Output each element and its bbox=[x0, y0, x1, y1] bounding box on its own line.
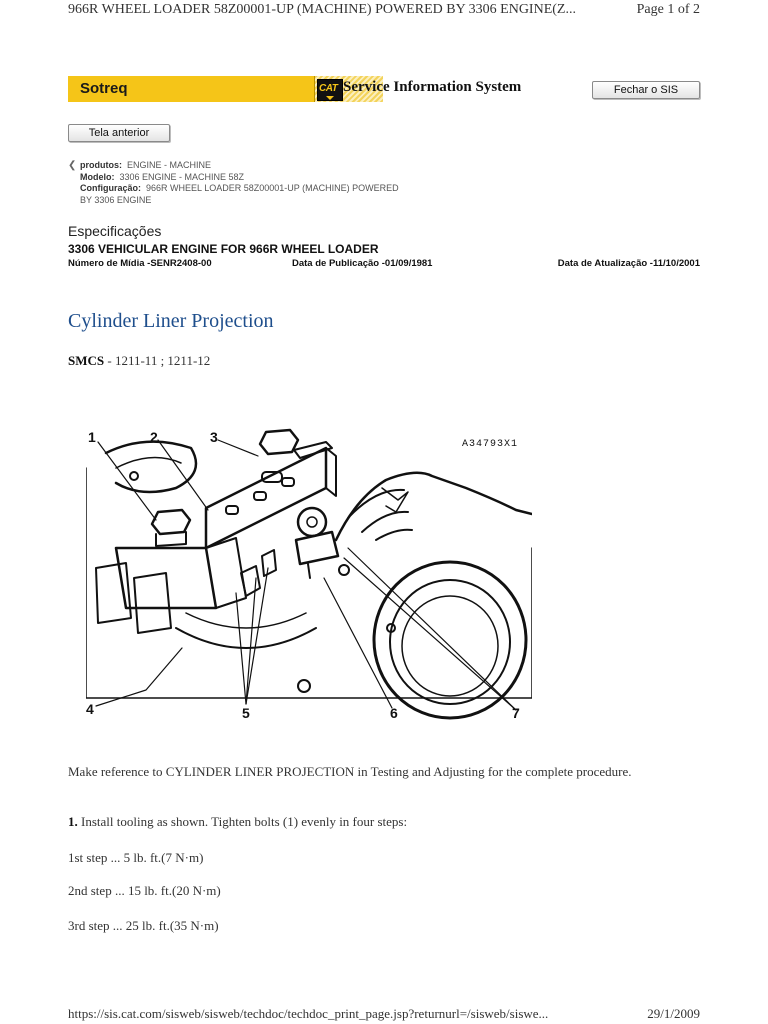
breadcrumb-configuration[interactable] bbox=[80, 183, 468, 195]
breadcrumb-model[interactable] bbox=[80, 172, 468, 184]
torque-step-3: 3rd step ... 25 lb. ft.(35 N·m) bbox=[68, 918, 219, 933]
products-value: ENGINE - MACHINE bbox=[127, 160, 212, 170]
breadcrumb-configuration-cont bbox=[80, 195, 468, 207]
publication-date: Data de Publicação -01/09/1981 bbox=[292, 258, 433, 269]
smcs-label: SMCS bbox=[68, 353, 105, 368]
step-1-number: 1. bbox=[68, 814, 78, 829]
configuration-value: 966R WHEEL LOADER 58Z00001-UP (MACHINE) POWERED bbox=[146, 183, 399, 193]
sotreq-brand bbox=[68, 76, 315, 102]
torque-step-2: 2nd step ... 15 lb. ft.(20 N·m) bbox=[68, 883, 221, 898]
smcs-codes bbox=[68, 353, 210, 369]
back-chevron-icon[interactable]: ❮ bbox=[68, 160, 77, 171]
callout-3: 3 bbox=[210, 429, 218, 445]
model-value: 3306 ENGINE - MACHINE 58Z bbox=[119, 171, 245, 182]
callout-4: 4 bbox=[86, 701, 94, 717]
callout-5: 5 bbox=[242, 705, 250, 721]
sotreq-logo-text: Sotreq bbox=[80, 80, 128, 97]
breadcrumb-products[interactable] bbox=[80, 160, 468, 172]
step-1-text: Install tooling as shown. Tighten bolts (1) evenly in four steps: bbox=[77, 814, 408, 829]
print-header bbox=[0, 0, 768, 22]
print-footer bbox=[0, 1006, 768, 1024]
callout-2: 2 bbox=[150, 429, 158, 445]
breadcrumb bbox=[68, 160, 468, 206]
cat-logo-icon bbox=[317, 79, 343, 101]
cat-logo-text: CAT bbox=[319, 83, 338, 94]
configuration-label: Configuração: bbox=[80, 183, 142, 193]
print-footer-url: https://sis.cat.com/sisweb/sisweb/techdoc/techdoc_print_page.jsp?returnurl=/sisweb/siswe... bbox=[68, 1006, 549, 1021]
smcs-value: - 1211-11 ; 1211-12 bbox=[104, 353, 211, 368]
torque-step-1: 1st step ... 5 lb. ft.(7 N·m) bbox=[68, 850, 204, 865]
close-sis-button[interactable]: Fechar o SIS bbox=[592, 81, 700, 99]
illustration-id: A34793X1 bbox=[462, 439, 519, 450]
callout-6: 6 bbox=[390, 705, 398, 721]
products-label: produtos: bbox=[80, 160, 122, 170]
print-footer-date: 29/1/2009 bbox=[647, 1006, 700, 1021]
sis-title: Service Information System bbox=[343, 79, 522, 95]
specifications-heading: Especificações bbox=[68, 223, 162, 239]
model-label: Modelo: bbox=[80, 171, 115, 182]
previous-screen-button[interactable]: Tela anterior bbox=[68, 124, 170, 142]
print-header-page-number: Page 1 of 2 bbox=[636, 2, 700, 17]
configuration-value-line2: BY 3306 ENGINE bbox=[80, 194, 152, 205]
engine-subtitle: 3306 VEHICULAR ENGINE FOR 966R WHEEL LOADER bbox=[68, 242, 379, 256]
update-date: Data de Atualização -11/10/2001 bbox=[557, 258, 700, 269]
step-1-instruction bbox=[68, 814, 407, 830]
callout-1: 1 bbox=[88, 429, 96, 445]
reference-paragraph: Make reference to CYLINDER LINER PROJECTION in Testing and Adjusting for the complete procedure. bbox=[68, 764, 632, 779]
media-number: Número de Mídia -SENR2408-00 bbox=[68, 258, 212, 269]
callout-7: 7 bbox=[512, 705, 520, 721]
page-title: Cylinder Liner Projection bbox=[68, 310, 274, 332]
cylinder-liner-tooling-illustration bbox=[86, 428, 532, 724]
print-header-title: 966R WHEEL LOADER 58Z00001-UP (MACHINE) POWERED BY 3306 ENGINE(Z... bbox=[68, 2, 576, 17]
